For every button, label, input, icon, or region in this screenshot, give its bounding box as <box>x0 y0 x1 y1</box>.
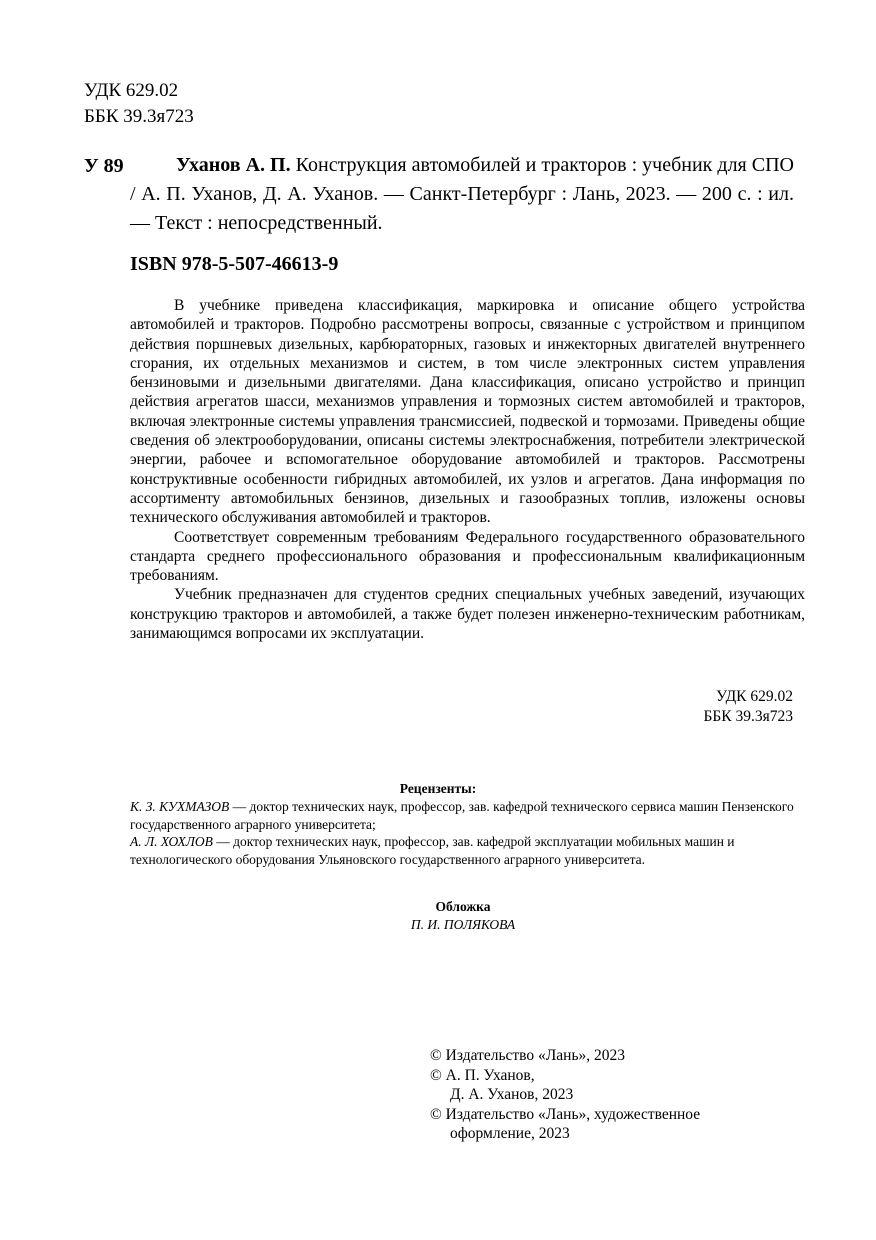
isbn: ISBN 978-5-507-46613-9 <box>130 253 339 275</box>
copyright-block <box>430 1046 790 1144</box>
reviewer-entry <box>130 798 810 833</box>
reviewer-entry <box>130 833 810 868</box>
copyright-line: Д. А. Уханов, 2023 <box>450 1086 574 1103</box>
udk-code: УДК 629.02 <box>716 688 793 705</box>
reviewer-description: — доктор технических наук, профессор, зав. кафедрой технического сервиса машин Пензенского государственного аграрного университета; <box>130 799 794 832</box>
reviewer-name: А. Л. ХОХЛОВ <box>130 834 213 849</box>
annotation-paragraph: В учебнике приведена классификация, маркировка и описание общего устройства автомобилей и тракторов. Подробно рассмотрены вопросы, связанные с устройством и принципом действия поршневых дизельных, карбюраторных, газовых и инжекторных двигателей внутреннего сгорания, их отдельных механизмов и систем, в том числе электронных систем управления бензиновыми и дизельными двигателями. Дана классификация, описано устройство и принцип действия агрегатов шасси, механизмов управления и тормозных систем автомобилей и тракторов, включая электронные системы управления трансмиссией, подвеской и тормозами. Приведены общие сведения об электрооборудовании, описаны системы электроснабжения, потребители электрической энергии, рабочее и вспомогательное оборудование автомобилей и тракторов. Рассмотрены конструктивные особенности гибридных автомобилей, их узлов и агрегатов. Дана информация по ассортименту автомобильных бензинов, дизельных и газообразных топлив, изложены основы технического обслуживания автомобилей и тракторов. <box>130 297 805 527</box>
udk-code: УДК 629.02 <box>84 80 179 101</box>
copyright-line: © Издательство «Лань», художественное <box>430 1105 701 1123</box>
reviewer-name: К. З. КУХМАЗОВ <box>130 799 230 814</box>
reviewers-title: Рецензенты: <box>399 781 477 796</box>
bibliographic-text: Конструкция автомобилей и тракторов : учебник для СПО / А. П. Уханов, Д. А. Уханов. — Санкт-Петербург : Лань, 2023. — 200 с. : ил. — Текст : непосредственный. <box>130 154 794 234</box>
author-mark: У 89 <box>84 155 124 177</box>
copyright-line: © Издательство «Лань», 2023 <box>430 1047 626 1064</box>
copyright-line: © А. П. Уханов, <box>430 1066 535 1084</box>
annotation-paragraph: Учебник предназначен для студентов средних специальных учебных заведений, изучающих конструкцию тракторов и автомобилей, а также будет полезен инженерно-техническим работникам, занимающимся вопросами их эксплуатации. <box>130 586 805 643</box>
author-name: Уханов А. П. <box>176 154 291 176</box>
reviewers-list <box>130 798 810 868</box>
cover-credit-title: Обложка <box>435 899 491 914</box>
bbk-code: ББК 39.3я723 <box>703 707 793 725</box>
cover-designer: П. И. ПОЛЯКОВА <box>410 917 516 932</box>
annotation <box>130 296 805 643</box>
classification-codes-bottom <box>600 687 793 726</box>
classification-codes-top <box>84 78 194 130</box>
copyright-line: оформление, 2023 <box>450 1125 570 1142</box>
annotation-paragraph: Соответствует современным требованиям Федерального государственного образовательного стандарта среднего профессионального образования и профессиональным квалификационным требованиям. <box>130 528 805 585</box>
reviewer-description: — доктор технических наук, профессор, зав. кафедрой эксплуатации мобильных машин и технологического оборудования Ульяновского государственного аграрного университета. <box>130 834 735 867</box>
bibliographic-record <box>130 151 794 238</box>
bbk-code: ББК 39.3я723 <box>84 106 194 127</box>
